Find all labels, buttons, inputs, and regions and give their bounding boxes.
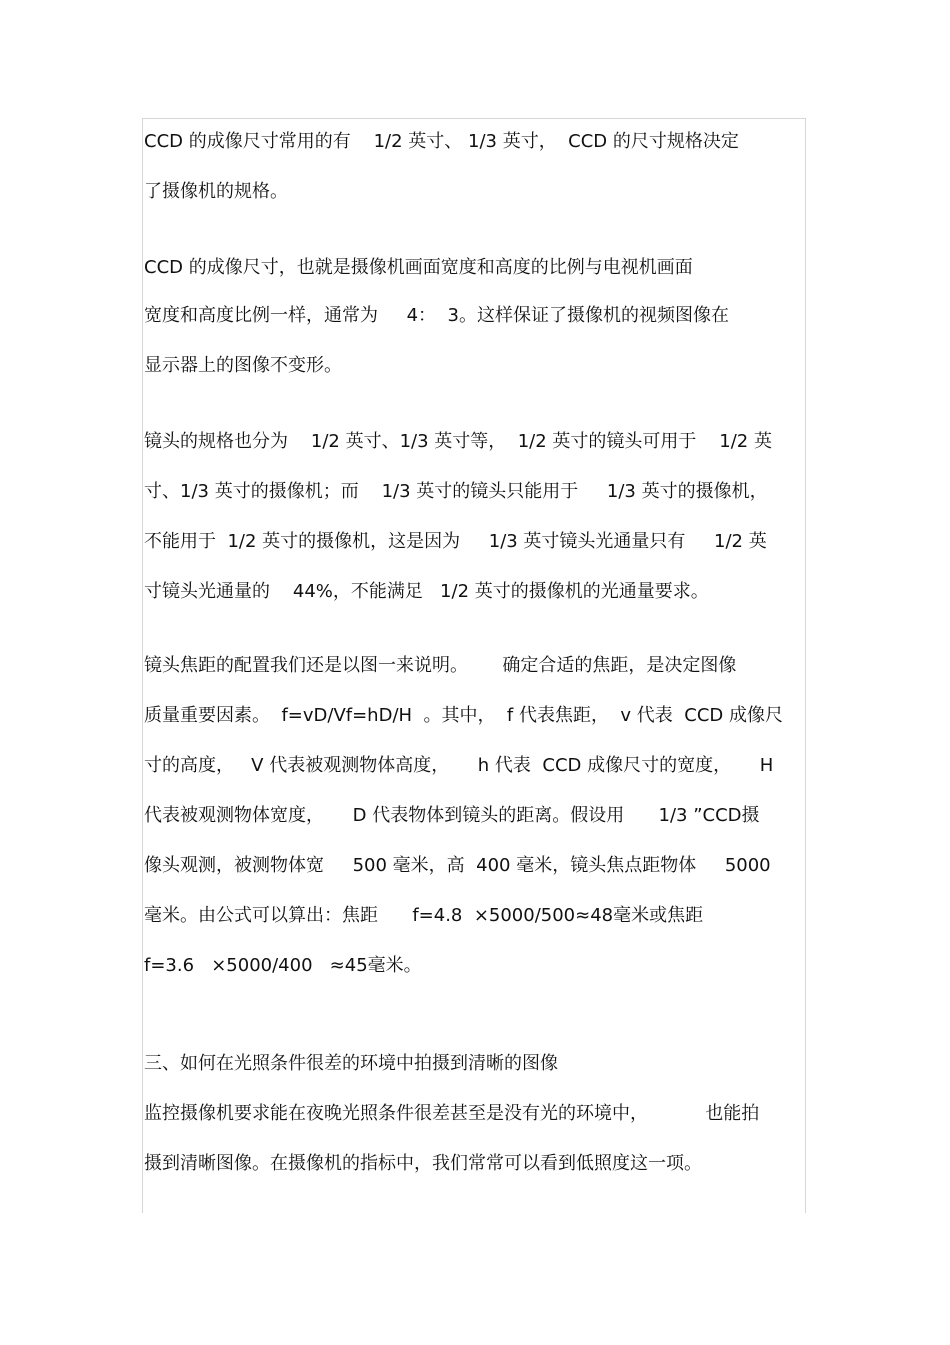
text-line: 宽度和高度比例一样，通常为 4： 3。这样保证了摄像机的视频图像在 (144, 305, 729, 326)
text-line: 毫米。由公式可以算出：焦距 f=4.8 ×5000/500≈48毫米或焦距 (144, 905, 704, 926)
text-line: 监控摄像机要求能在夜晚光照条件很差甚至是没有光的环境中， 也能拍 (144, 1103, 760, 1124)
text-line: 质量重要因素。 f=vD/Vf=hD/H 。其中， f 代表焦距， v 代表 CCD 成像尺 (144, 705, 783, 726)
text-line: 寸镜头光通量的 44%，不能满足 1/2 英寸的摄像机的光通量要求。 (144, 581, 709, 602)
text-line: 摄到清晰图像。在摄像机的指标中，我们常常可以看到低照度这一项。 (144, 1153, 702, 1174)
text-line: 像头观测，被测物体宽 500 毫米，高 400 毫米，镜头焦点距物体 5000 (144, 855, 771, 876)
text-line: CCD 的成像尺寸，也就是摄像机画面宽度和高度的比例与电视机画面 (144, 257, 693, 278)
text-line: 镜头的规格也分为 1/2 英寸、1/3 英寸等， 1/2 英寸的镜头可用于 1/2 英 (144, 431, 772, 452)
text-line: 镜头焦距的配置我们还是以图一来说明。 确定合适的焦距，是决定图像 (144, 655, 737, 676)
text-line: 了摄像机的规格。 (144, 181, 288, 202)
text-line: 显示器上的图像不变形。 (144, 355, 342, 376)
text-line: 寸的高度， V 代表被观测物体高度， h 代表 CCD 成像尺寸的宽度， H (144, 755, 774, 776)
text-line: 寸、1/3 英寸的摄像机；而 1/3 英寸的镜头只能用于 1/3 英寸的摄像机， (144, 481, 768, 502)
text-line: CCD 的成像尺寸常用的有 1/2 英寸、 1/3 英寸， CCD 的尺寸规格决定 (144, 131, 739, 152)
text-line: 代表被观测物体宽度， D 代表物体到镜头的距离。假设用 1/3 ”CCD摄 (144, 805, 760, 826)
section-heading: 三、如何在光照条件很差的环境中拍摄到清晰的图像 (144, 1053, 558, 1074)
text-line: 不能用于 1/2 英寸的摄像机，这是因为 1/3 英寸镜头光通量只有 1/2 英 (144, 531, 767, 552)
text-line: f=3.6 ×5000/400 ≈45毫米。 (144, 955, 422, 976)
